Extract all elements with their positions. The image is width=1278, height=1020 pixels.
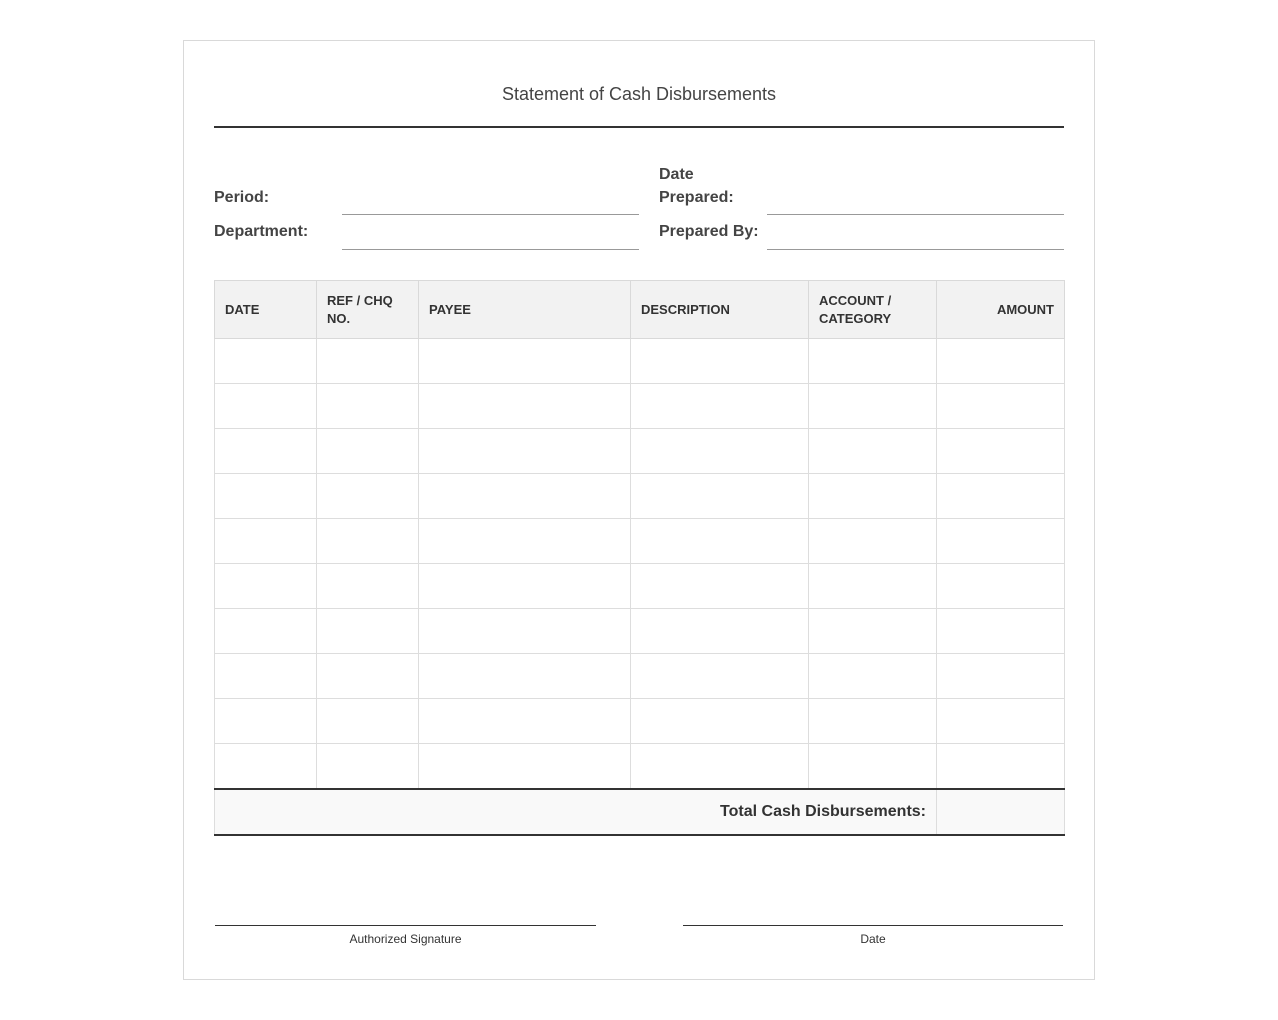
cell-amount[interactable]	[937, 339, 1065, 384]
cell-account[interactable]	[809, 564, 937, 609]
cell-payee[interactable]	[419, 474, 631, 519]
table-header-row	[215, 281, 1065, 339]
cell-date[interactable]	[215, 339, 317, 384]
prepared-by-label: Prepared By:	[659, 223, 759, 240]
department-label: Department:	[214, 223, 309, 240]
cell-description[interactable]	[631, 339, 809, 384]
cell-account[interactable]	[809, 384, 937, 429]
table-row	[215, 384, 1065, 429]
authorized-signature-caption: Authorized Signature	[349, 932, 462, 946]
header-ref-chq-no: REF / CHQ NO.	[317, 281, 419, 339]
authorized-signature-line[interactable]	[215, 925, 596, 926]
cell-payee[interactable]	[419, 339, 631, 384]
cell-date[interactable]	[215, 699, 317, 744]
table-row	[215, 654, 1065, 699]
header-account-category: ACCOUNT / CATEGORY	[809, 281, 937, 339]
total-row	[215, 789, 1065, 835]
cell-description[interactable]	[631, 699, 809, 744]
cell-description[interactable]	[631, 384, 809, 429]
cell-description[interactable]	[631, 519, 809, 564]
header-payee: PAYEE	[419, 281, 631, 339]
cell-description[interactable]	[631, 564, 809, 609]
table-row	[215, 699, 1065, 744]
prepared-by-field[interactable]	[767, 249, 1064, 250]
table-row	[215, 609, 1065, 654]
cell-date[interactable]	[215, 474, 317, 519]
header-date: DATE	[215, 281, 317, 339]
header-description: DESCRIPTION	[631, 281, 809, 339]
cell-amount[interactable]	[937, 384, 1065, 429]
cell-ref[interactable]	[317, 384, 419, 429]
table-row	[215, 339, 1065, 384]
cell-payee[interactable]	[419, 564, 631, 609]
cell-amount[interactable]	[937, 699, 1065, 744]
table-row	[215, 474, 1065, 519]
title-divider	[214, 126, 1064, 128]
cell-description[interactable]	[631, 744, 809, 789]
header-amount: AMOUNT	[937, 281, 1065, 339]
cell-account[interactable]	[809, 654, 937, 699]
date-prepared-label-line2: Prepared:	[659, 189, 734, 206]
cell-date[interactable]	[215, 429, 317, 474]
cell-payee[interactable]	[419, 429, 631, 474]
cell-account[interactable]	[809, 609, 937, 654]
statement-sheet	[183, 40, 1095, 980]
cell-ref[interactable]	[317, 564, 419, 609]
cell-ref[interactable]	[317, 474, 419, 519]
period-field[interactable]	[342, 214, 639, 215]
document-title: Statement of Cash Disbursements	[501, 84, 777, 104]
cell-ref[interactable]	[317, 654, 419, 699]
cell-ref[interactable]	[317, 339, 419, 384]
period-label: Period:	[214, 189, 270, 206]
disbursements-table	[214, 280, 1065, 836]
cell-account[interactable]	[809, 429, 937, 474]
table-row	[215, 519, 1065, 564]
cell-amount[interactable]	[937, 429, 1065, 474]
cell-ref[interactable]	[317, 699, 419, 744]
cell-description[interactable]	[631, 474, 809, 519]
cell-payee[interactable]	[419, 609, 631, 654]
cell-payee[interactable]	[419, 519, 631, 564]
cell-ref[interactable]	[317, 519, 419, 564]
cell-description[interactable]	[631, 609, 809, 654]
total-label: Total Cash Disbursements:	[215, 789, 937, 835]
cell-ref[interactable]	[317, 744, 419, 789]
cell-account[interactable]	[809, 339, 937, 384]
date-prepared-label	[659, 163, 734, 209]
total-amount-cell[interactable]	[937, 789, 1065, 835]
cell-ref[interactable]	[317, 609, 419, 654]
table-row	[215, 429, 1065, 474]
department-field[interactable]	[342, 249, 639, 250]
cell-amount[interactable]	[937, 474, 1065, 519]
cell-ref[interactable]	[317, 429, 419, 474]
cell-description[interactable]	[631, 654, 809, 699]
cell-amount[interactable]	[937, 564, 1065, 609]
cell-date[interactable]	[215, 609, 317, 654]
signature-date-caption: Date	[860, 932, 886, 946]
cell-amount[interactable]	[937, 609, 1065, 654]
cell-description[interactable]	[631, 429, 809, 474]
cell-payee[interactable]	[419, 699, 631, 744]
cell-payee[interactable]	[419, 744, 631, 789]
date-prepared-field[interactable]	[767, 214, 1064, 215]
date-prepared-label-line1: Date	[659, 166, 694, 183]
cell-amount[interactable]	[937, 519, 1065, 564]
cell-date[interactable]	[215, 384, 317, 429]
cell-account[interactable]	[809, 744, 937, 789]
table-body	[215, 339, 1065, 789]
table-row	[215, 564, 1065, 609]
signature-date-line[interactable]	[683, 925, 1063, 926]
cell-account[interactable]	[809, 519, 937, 564]
cell-amount[interactable]	[937, 654, 1065, 699]
cell-date[interactable]	[215, 744, 317, 789]
cell-account[interactable]	[809, 699, 937, 744]
cell-date[interactable]	[215, 564, 317, 609]
cell-amount[interactable]	[937, 744, 1065, 789]
cell-payee[interactable]	[419, 654, 631, 699]
cell-payee[interactable]	[419, 384, 631, 429]
cell-date[interactable]	[215, 519, 317, 564]
cell-date[interactable]	[215, 654, 317, 699]
table-row	[215, 744, 1065, 789]
cell-account[interactable]	[809, 474, 937, 519]
